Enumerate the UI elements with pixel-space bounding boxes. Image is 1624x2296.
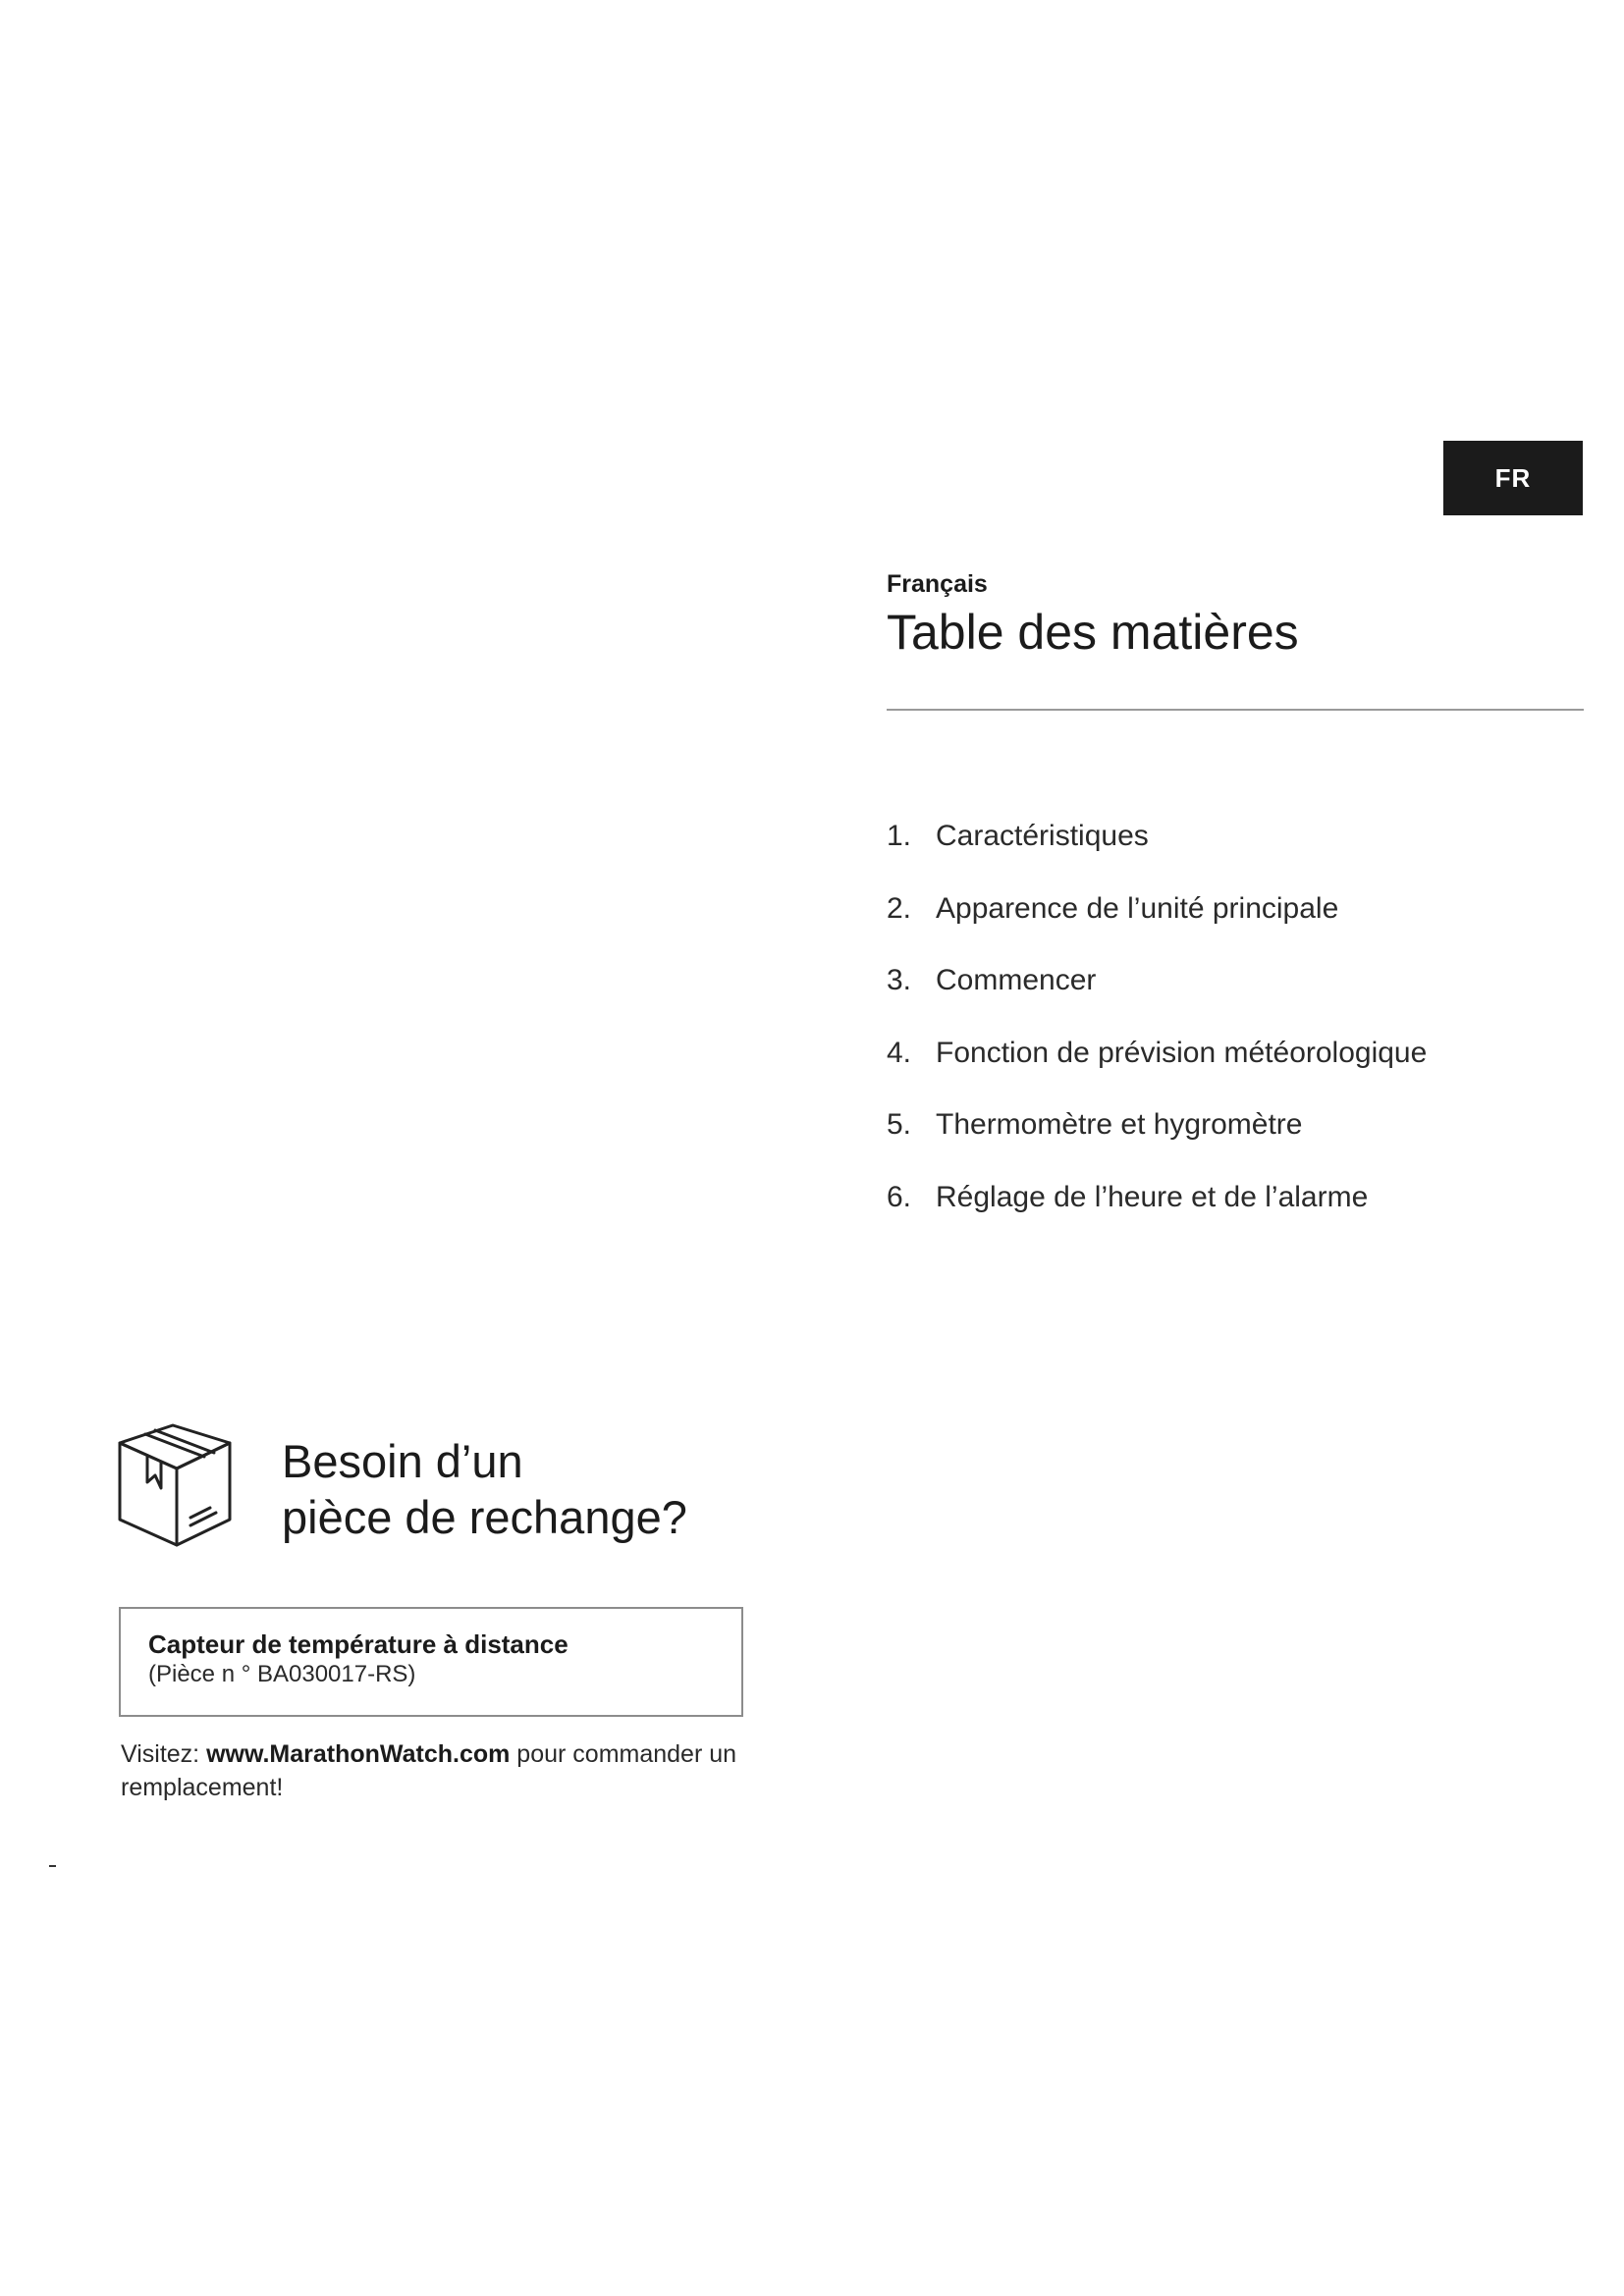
toc-item[interactable] — [887, 817, 1427, 889]
toc-item-number: 1. — [887, 820, 912, 852]
language-code: FR — [1494, 462, 1532, 493]
toc-item[interactable] — [887, 1034, 1427, 1106]
stray-mark — [49, 1865, 56, 1867]
visit-suffix: pour commander un remplacement! — [121, 1740, 737, 1801]
toc-item-number: 2. — [887, 891, 912, 925]
toc-list — [887, 817, 1427, 1250]
toc-item[interactable] — [887, 1178, 1427, 1251]
toc-item-label: Thermomètre et hygromètre — [936, 1108, 1303, 1141]
package-box-icon — [116, 1421, 234, 1549]
part-number: (Pièce n ° BA030017-RS) — [148, 1661, 416, 1687]
toc-item[interactable] — [887, 961, 1427, 1034]
toc-item-number: 3. — [887, 964, 912, 996]
toc-item[interactable] — [887, 1105, 1427, 1178]
toc-item-number: 5. — [887, 1108, 912, 1141]
toc-item-label: Commencer — [936, 964, 1097, 996]
language-badge — [1443, 441, 1583, 515]
spare-part-heading-line2: pièce de rechange? — [282, 1491, 687, 1543]
toc-item[interactable] — [887, 889, 1427, 962]
toc-item-label: Réglage de l’heure et de l’alarme — [936, 1180, 1369, 1213]
toc-item-number: 4. — [887, 1036, 912, 1069]
visit-prefix: Visitez: — [121, 1740, 207, 1768]
toc-item-label: Apparence de l’unité principale — [936, 891, 1339, 925]
toc-title: Table des matières — [887, 605, 1299, 660]
visit-instructions — [121, 1737, 749, 1804]
toc-item-number: 6. — [887, 1180, 912, 1213]
toc-language-label: Français — [887, 570, 988, 598]
spare-part-heading-line1: Besoin d’un — [282, 1435, 523, 1487]
toc-item-label: Fonction de prévision météorologique — [936, 1036, 1428, 1069]
spare-part-heading — [282, 1433, 687, 1545]
toc-item-label: Caractéristiques — [936, 820, 1149, 852]
part-name: Capteur de température à distance — [148, 1629, 568, 1659]
table-of-contents — [887, 569, 1584, 1213]
website-link[interactable]: www.MarathonWatch.com — [206, 1740, 511, 1768]
toc-divider — [887, 709, 1584, 711]
part-info-box — [119, 1607, 743, 1717]
